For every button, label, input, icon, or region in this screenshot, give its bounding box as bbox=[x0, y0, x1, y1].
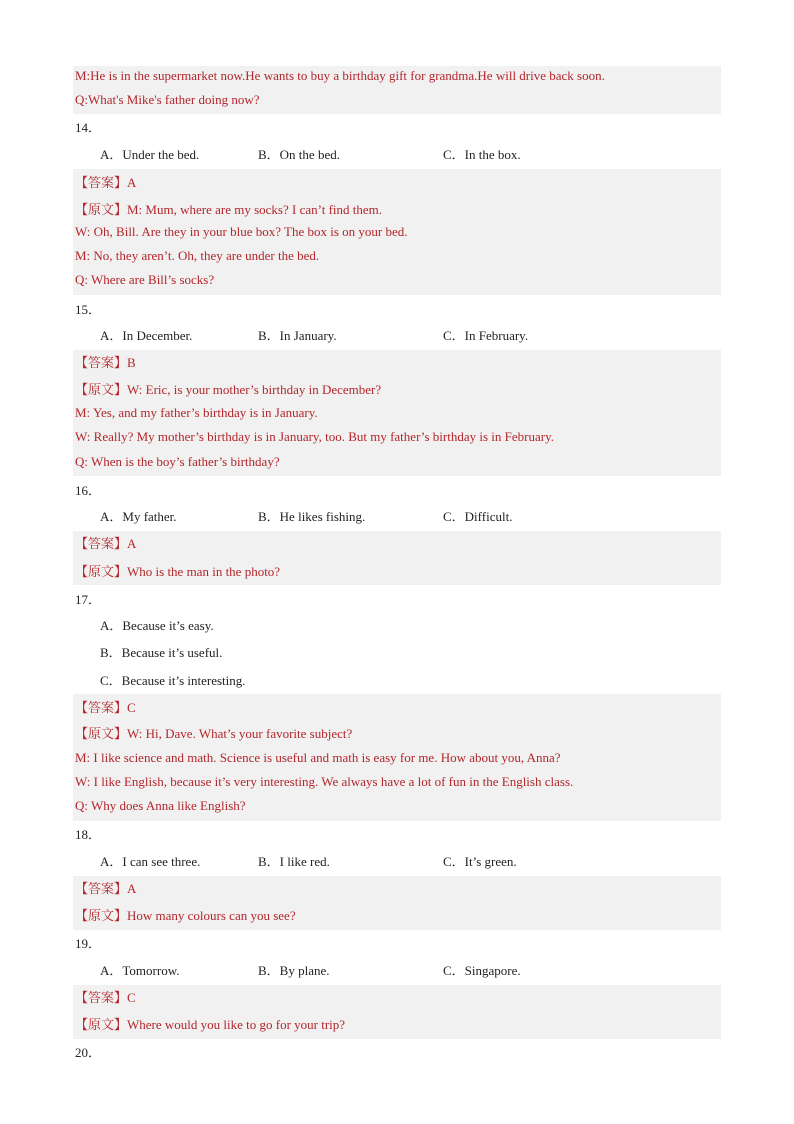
answer-line: 【答案】C bbox=[75, 990, 136, 1005]
answer-line: 【答案】C bbox=[75, 700, 136, 715]
option-c: C．Difficult. bbox=[443, 509, 513, 524]
question-number: 17． bbox=[75, 592, 102, 607]
transcript-line: Q:What's Mike's father doing now? bbox=[75, 92, 260, 107]
transcript-line: 【原文】M: Mum, where are my socks? I can’t find them. bbox=[75, 202, 382, 217]
option-c: C．Singapore. bbox=[443, 963, 521, 978]
answer-line: 【答案】A bbox=[75, 881, 137, 896]
question-number: 15． bbox=[75, 302, 102, 317]
answer-line: 【答案】B bbox=[75, 355, 136, 370]
transcript-line: W: Oh, Bill. Are they in your blue box? The box is on your bed. bbox=[75, 224, 408, 239]
transcript-line: 【原文】Who is the man in the photo? bbox=[75, 564, 281, 579]
transcript-line: 【原文】Where would you like to go for your trip? bbox=[75, 1017, 346, 1032]
question-number: 20． bbox=[75, 1045, 102, 1060]
transcript-line: M:He is in the supermarket now.He wants to buy a birthday gift for grandma.He will drive back soon. bbox=[75, 68, 605, 83]
option-a: A．In December. bbox=[100, 328, 193, 343]
option-c: C．In the box. bbox=[443, 147, 521, 162]
transcript-line: 【原文】How many colours can you see? bbox=[75, 908, 296, 923]
option-c: C．In February. bbox=[443, 328, 529, 343]
transcript-line: M: I like science and math. Science is useful and math is easy for me. How about you, Anna? bbox=[75, 750, 561, 765]
transcript-line: W: I like English, because it’s very interesting. We always have a lot of fun in the English class. bbox=[75, 774, 574, 789]
transcript-line: 【原文】W: Eric, is your mother’s birthday in December? bbox=[75, 382, 382, 397]
option-b: B．By plane. bbox=[258, 963, 330, 978]
option-b: B．On the bed. bbox=[258, 147, 340, 162]
question-number: 14． bbox=[75, 120, 102, 135]
option-a: A．Under the bed. bbox=[100, 147, 200, 162]
transcript-line: Q: Where are Bill’s socks? bbox=[75, 272, 215, 287]
transcript-line: 【原文】W: Hi, Dave. What’s your favorite subject? bbox=[75, 726, 353, 741]
transcript-line: Q: When is the boy’s father’s birthday? bbox=[75, 454, 280, 469]
option-b: B．I like red. bbox=[258, 854, 330, 869]
option-b: B．Because it’s useful. bbox=[100, 645, 223, 660]
answer-line: 【答案】A bbox=[75, 536, 137, 551]
option-b: B．He likes fishing. bbox=[258, 509, 366, 524]
question-number: 16． bbox=[75, 483, 102, 498]
option-b: B．In January. bbox=[258, 328, 337, 343]
question-number: 19． bbox=[75, 936, 102, 951]
option-a: A．Tomorrow. bbox=[100, 963, 180, 978]
transcript-line: M: Yes, and my father’s birthday is in January. bbox=[75, 405, 318, 420]
transcript-line: W: Really? My mother’s birthday is in January, too. But my father’s birthday is in February. bbox=[75, 429, 554, 444]
option-a: A．My father. bbox=[100, 509, 177, 524]
transcript-line: M: No, they aren’t. Oh, they are under the bed. bbox=[75, 248, 320, 263]
answer-line: 【答案】A bbox=[75, 175, 137, 190]
option-a: A．I can see three. bbox=[100, 854, 201, 869]
option-c: C．Because it’s interesting. bbox=[100, 673, 246, 688]
transcript-line: Q: Why does Anna like English? bbox=[75, 798, 246, 813]
option-a: A．Because it’s easy. bbox=[100, 618, 214, 633]
option-c: C．It’s green. bbox=[443, 854, 517, 869]
question-number: 18． bbox=[75, 827, 102, 842]
